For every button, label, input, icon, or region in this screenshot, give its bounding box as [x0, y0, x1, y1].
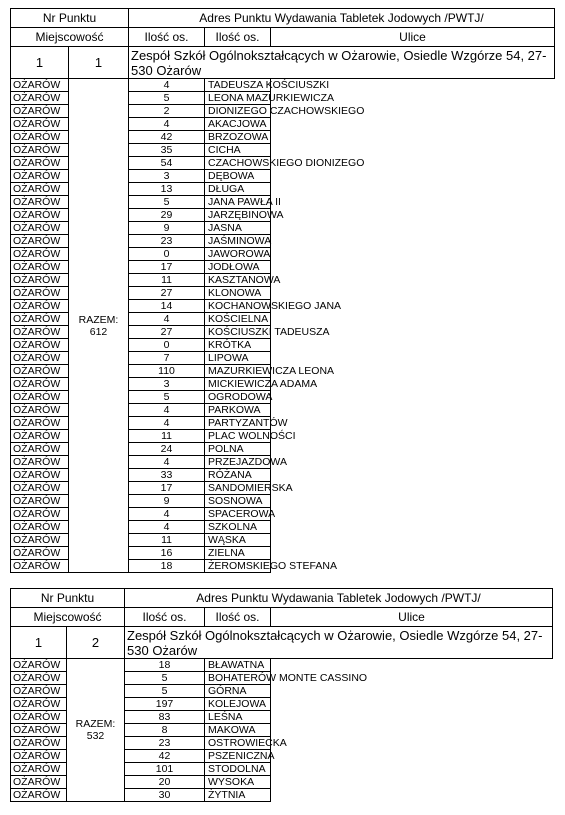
town-cell: OŻARÓW: [11, 724, 67, 737]
person-count-cell: 54: [129, 157, 205, 170]
street-cell: PARKOWA: [205, 404, 271, 417]
street-cell: PRZEJAZDOWA: [205, 456, 271, 469]
street-cell: JAWOROWA: [205, 248, 271, 261]
person-count-cell: 4: [129, 456, 205, 469]
person-count-cell: 5: [125, 685, 205, 698]
town-cell: OŻARÓW: [11, 248, 69, 261]
street-cell: RÓŻANA: [205, 469, 271, 482]
person-count-cell: 11: [129, 534, 205, 547]
street-cell: KOLEJOWA: [205, 698, 271, 711]
town-cell: OŻARÓW: [11, 560, 69, 573]
town-cell: OŻARÓW: [11, 750, 67, 763]
street-cell: ŻEROMSKIEGO STEFANA: [205, 560, 271, 573]
table-row: [11, 79, 555, 92]
person-count-cell: 18: [125, 659, 205, 672]
person-count-cell: 5: [129, 196, 205, 209]
street-cell: KOCHANOWSKIEGO JANA: [205, 300, 271, 313]
street-cell: JARZĘBINOWA: [205, 209, 271, 222]
razem-label: RAZEM:: [75, 718, 116, 730]
person-count-cell: 27: [129, 326, 205, 339]
street-cell: JANA PAWŁA II: [205, 196, 271, 209]
person-count-cell: 42: [125, 750, 205, 763]
street-cell: GÓRNA: [205, 685, 271, 698]
person-count-cell: 11: [129, 274, 205, 287]
town-cell: OŻARÓW: [11, 209, 69, 222]
person-count-cell: 4: [129, 417, 205, 430]
person-count-cell: 17: [129, 482, 205, 495]
nr-punktu-header: Nr Punktu: [11, 9, 129, 28]
nr-punktu-header: Nr Punktu: [11, 589, 125, 608]
person-count-cell: 14: [129, 300, 205, 313]
person-count-cell: 5: [129, 92, 205, 105]
header-row-1: [11, 9, 555, 28]
town-cell: OŻARÓW: [11, 235, 69, 248]
town-cell: OŻARÓW: [11, 482, 69, 495]
street-cell: KASZTANOWA: [205, 274, 271, 287]
person-count-cell: 101: [125, 763, 205, 776]
street-cell: MICKIEWICZA ADAMA: [205, 378, 271, 391]
person-count-cell: 0: [129, 248, 205, 261]
person-count-cell: 33: [129, 469, 205, 482]
town-cell: OŻARÓW: [11, 404, 69, 417]
town-cell: OŻARÓW: [11, 118, 69, 131]
point-number-b: 1: [69, 47, 129, 79]
town-cell: OŻARÓW: [11, 521, 69, 534]
town-cell: OŻARÓW: [11, 144, 69, 157]
ilosc-os-total-header: Ilość os.: [125, 608, 205, 627]
person-count-cell: 2: [129, 105, 205, 118]
town-cell: OŻARÓW: [11, 365, 69, 378]
person-count-cell: 16: [129, 547, 205, 560]
person-count-cell: 5: [125, 672, 205, 685]
person-count-cell: 13: [129, 183, 205, 196]
person-count-cell: 9: [129, 222, 205, 235]
town-cell: OŻARÓW: [11, 430, 69, 443]
town-cell: OŻARÓW: [11, 92, 69, 105]
razem-total-cell: [69, 79, 129, 573]
town-cell: OŻARÓW: [11, 287, 69, 300]
person-count-cell: 8: [125, 724, 205, 737]
town-cell: OŻARÓW: [11, 456, 69, 469]
person-count-cell: 4: [129, 118, 205, 131]
street-cell: DIONIZEGO CZACHOWSKIEGO: [205, 105, 271, 118]
street-cell: LIPOWA: [205, 352, 271, 365]
header-row-2: [11, 28, 555, 47]
address-row: [11, 47, 555, 79]
street-cell: WYSOKA: [205, 776, 271, 789]
street-cell: KLONOWA: [205, 287, 271, 300]
razem-label: RAZEM:: [78, 313, 119, 326]
person-count-cell: 4: [129, 521, 205, 534]
town-cell: OŻARÓW: [11, 391, 69, 404]
street-cell: SOSNOWA: [205, 495, 271, 508]
street-cell: BOHATERÓW MONTE CASSINO: [205, 672, 271, 685]
person-count-cell: 83: [125, 711, 205, 724]
person-count-cell: 110: [129, 365, 205, 378]
town-cell: OŻARÓW: [11, 508, 69, 521]
street-cell: DŁUGA: [205, 183, 271, 196]
town-cell: OŻARÓW: [11, 274, 69, 287]
person-count-cell: 42: [129, 131, 205, 144]
town-cell: OŻARÓW: [11, 547, 69, 560]
street-cell: OGRODOWA: [205, 391, 271, 404]
ulice-header: Ulice: [271, 608, 553, 627]
street-cell: KRÓTKA: [205, 339, 271, 352]
street-cell: CZACHOWSKIEGO DIONIZEGO: [205, 157, 271, 170]
town-cell: OŻARÓW: [11, 131, 69, 144]
town-cell: OŻARÓW: [11, 789, 67, 802]
town-cell: OŻARÓW: [11, 711, 67, 724]
town-cell: OŻARÓW: [11, 378, 69, 391]
town-cell: OŻARÓW: [11, 443, 69, 456]
street-cell: AKACJOWA: [205, 118, 271, 131]
street-cell: SZKOLNA: [205, 521, 271, 534]
distribution-table-2: [10, 588, 553, 802]
street-cell: SPACEROWA: [205, 508, 271, 521]
town-cell: OŻARÓW: [11, 222, 69, 235]
address-title-header: Adres Punktu Wydawania Tabletek Jodowych /PWTJ/: [125, 589, 553, 608]
table-row: [11, 659, 553, 672]
street-cell: TADEUSZA KOŚCIUSZKI: [205, 79, 271, 92]
person-count-cell: 17: [129, 261, 205, 274]
ilosc-os-header: Ilość os.: [205, 608, 271, 627]
point-address: Zespół Szkół Ogólnokształcących w Ożarowie, Osiedle Wzgórze 54, 27-530 Ożarów: [129, 47, 555, 79]
town-cell: OŻARÓW: [11, 659, 67, 672]
town-cell: OŻARÓW: [11, 339, 69, 352]
street-cell: DĘBOWA: [205, 170, 271, 183]
point-number-a: 1: [11, 47, 69, 79]
street-cell: ŻYTNIA: [205, 789, 271, 802]
person-count-cell: 3: [129, 378, 205, 391]
ilosc-os-header: Ilość os.: [205, 28, 271, 47]
street-cell: JODŁOWA: [205, 261, 271, 274]
street-cell: CICHA: [205, 144, 271, 157]
town-cell: OŻARÓW: [11, 417, 69, 430]
ulice-header: Ulice: [271, 28, 555, 47]
razem-total-cell: [67, 659, 125, 802]
street-cell: OSTROWIECKA: [205, 737, 271, 750]
town-cell: OŻARÓW: [11, 170, 69, 183]
town-cell: OŻARÓW: [11, 685, 67, 698]
town-cell: OŻARÓW: [11, 672, 67, 685]
ilosc-os-total-header: Ilość os.: [129, 28, 205, 47]
town-cell: OŻARÓW: [11, 313, 69, 326]
town-cell: OŻARÓW: [11, 495, 69, 508]
person-count-cell: 5: [129, 391, 205, 404]
town-cell: OŻARÓW: [11, 183, 69, 196]
miejscowosc-header: Miejscowość: [11, 28, 129, 47]
street-cell: JASNA: [205, 222, 271, 235]
town-cell: OŻARÓW: [11, 698, 67, 711]
street-cell: STODOLNA: [205, 763, 271, 776]
person-count-cell: 20: [125, 776, 205, 789]
town-cell: OŻARÓW: [11, 300, 69, 313]
street-cell: LEŚNA: [205, 711, 271, 724]
person-count-cell: 27: [129, 287, 205, 300]
person-count-cell: 197: [125, 698, 205, 711]
address-title-header: Adres Punktu Wydawania Tabletek Jodowych /PWTJ/: [129, 9, 555, 28]
person-count-cell: 30: [125, 789, 205, 802]
miejscowosc-header: Miejscowość: [11, 608, 125, 627]
razem-value: 612: [89, 325, 108, 338]
town-cell: OŻARÓW: [11, 326, 69, 339]
street-cell: BŁAWATNA: [205, 659, 271, 672]
person-count-cell: 0: [129, 339, 205, 352]
person-count-cell: 3: [129, 170, 205, 183]
point-number-b: 2: [67, 627, 125, 659]
address-row: [11, 627, 553, 659]
person-count-cell: 11: [129, 430, 205, 443]
distribution-table-1: [10, 8, 555, 573]
person-count-cell: 4: [129, 313, 205, 326]
street-cell: PSZENICZNA: [205, 750, 271, 763]
street-cell: SANDOMIERSKA: [205, 482, 271, 495]
town-cell: OŻARÓW: [11, 776, 67, 789]
point-number-a: 1: [11, 627, 67, 659]
person-count-cell: 29: [129, 209, 205, 222]
town-cell: OŻARÓW: [11, 196, 69, 209]
header-row-1: [11, 589, 553, 608]
person-count-cell: 23: [125, 737, 205, 750]
person-count-cell: 4: [129, 508, 205, 521]
header-row-2: [11, 608, 553, 627]
person-count-cell: 24: [129, 443, 205, 456]
town-cell: OŻARÓW: [11, 261, 69, 274]
town-cell: OŻARÓW: [11, 79, 69, 92]
street-cell: BRZOZOWA: [205, 131, 271, 144]
street-cell: POLNA: [205, 443, 271, 456]
town-cell: OŻARÓW: [11, 469, 69, 482]
street-cell: ZIELNA: [205, 547, 271, 560]
town-cell: OŻARÓW: [11, 105, 69, 118]
person-count-cell: 4: [129, 79, 205, 92]
town-cell: OŻARÓW: [11, 534, 69, 547]
person-count-cell: 18: [129, 560, 205, 573]
town-cell: OŻARÓW: [11, 352, 69, 365]
razem-value: 532: [86, 730, 105, 742]
street-cell: MAKOWA: [205, 724, 271, 737]
person-count-cell: 4: [129, 404, 205, 417]
town-cell: OŻARÓW: [11, 157, 69, 170]
street-cell: PLAC WOLNOŚCI: [205, 430, 271, 443]
street-cell: LEONA MAZURKIEWICZA: [205, 92, 271, 105]
person-count-cell: 7: [129, 352, 205, 365]
point-address: Zespół Szkół Ogólnokształcących w Ożarowie, Osiedle Wzgórze 54, 27-530 Ożarów: [125, 627, 553, 659]
street-cell: WĄSKA: [205, 534, 271, 547]
street-cell: PARTYZANTÓW: [205, 417, 271, 430]
street-cell: JAŚMINOWA: [205, 235, 271, 248]
person-count-cell: 23: [129, 235, 205, 248]
person-count-cell: 9: [129, 495, 205, 508]
town-cell: OŻARÓW: [11, 737, 67, 750]
person-count-cell: 35: [129, 144, 205, 157]
street-cell: MAZURKIEWICZA LEONA: [205, 365, 271, 378]
town-cell: OŻARÓW: [11, 763, 67, 776]
street-cell: KOŚCIUSZKI TADEUSZA: [205, 326, 271, 339]
street-cell: KOŚCIELNA: [205, 313, 271, 326]
